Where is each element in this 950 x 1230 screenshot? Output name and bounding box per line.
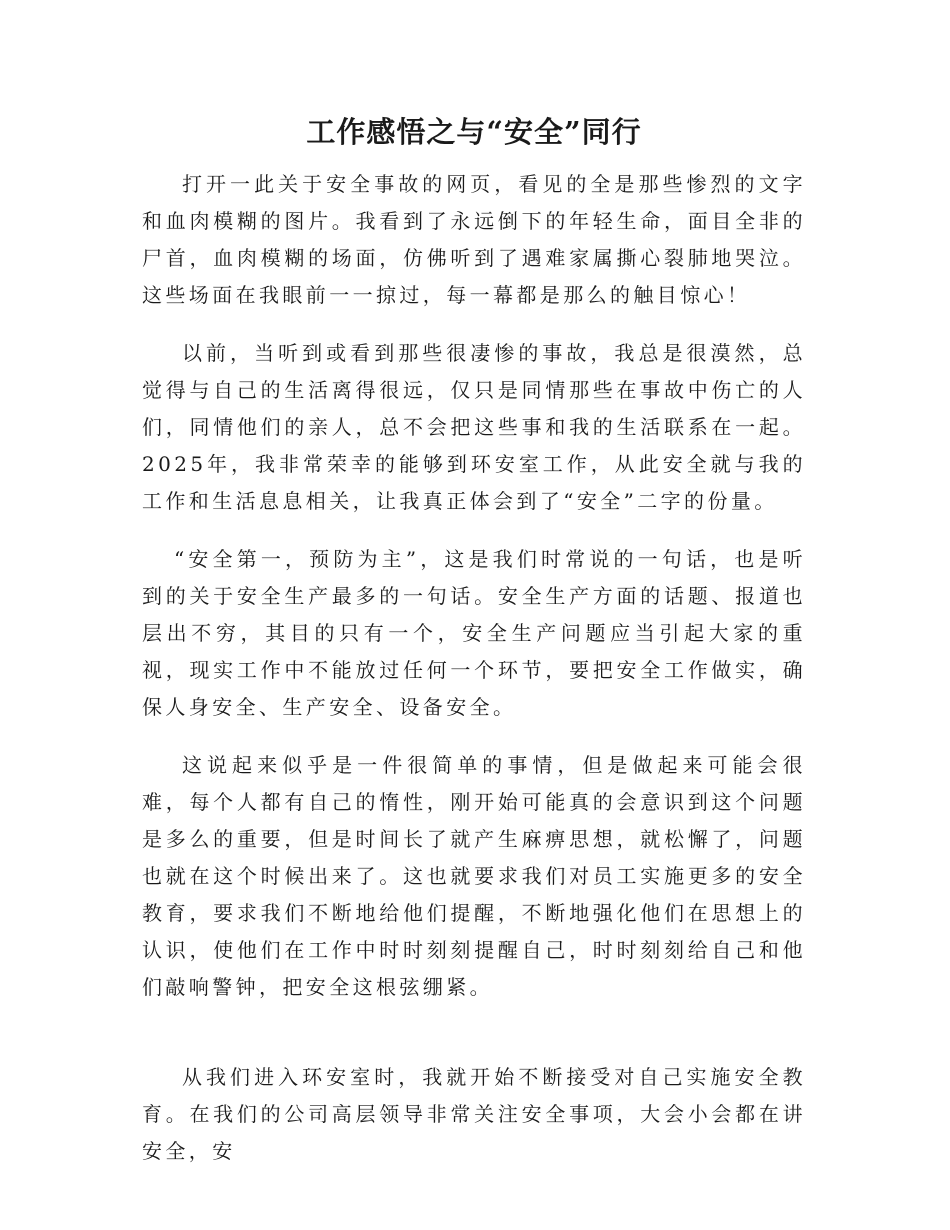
paragraph-4: 这说起来似乎是一件很简单的事情，但是做起来可能会很难，每个人都有自己的惰性，刚开始可能真的会意识到这个问题是多么的重要，但是时间长了就产生麻痹思想，就松懈了，问题也就在这个时候出来了。这也就要求我们对员工实施更多的安全教育，要求我们不断地给他们提醒，不断地强化他们在思想上的认识，使他们在工作中时时刻刻提醒自己，时时刻刻给自己和他们敲响警钟，把安全这根弦绷紧。 bbox=[142, 753, 806, 999]
paragraph-3: “安全第一，预防为主”，这是我们时常说的一句话，也是听到的关于安全生产最多的一句话。安全生产方面的话题、报道也层出不穷，其目的只有一个，安全生产问题应当引起大家的重视，现实工作中不能放过任何一个环节，要把安全工作做实，确保人身安全、生产安全、设备安全。 bbox=[142, 547, 806, 719]
document-title: 工作感悟之与“安全”同行 bbox=[306, 115, 642, 149]
document-body bbox=[142, 166, 806, 1191]
paragraph-2: 以前，当听到或看到那些很凄惨的事故，我总是很漠然，总觉得与自己的生活离得很远，仅只是同情那些在事故中伤亡的人们，同情他们的亲人，总不会把这些事和我的生活联系在一起。2025年，我非常荣幸的能够到环安室工作，从此安全就与我的工作和生活息息相关，让我真正体会到了“安全”二字的份量。 bbox=[142, 341, 806, 513]
paragraph-5: 从我们进入环安室时，我就开始不断接受对自己实施安全教育。在我们的公司高层领导非常关注安全事项，大会小会都在讲安全，安 bbox=[142, 1065, 806, 1163]
paragraph-1: 打开一此关于安全事故的网页，看见的全是那些惨烈的文字和血肉模糊的图片。我看到了永远倒下的年轻生命，面目全非的尸首，血肉模糊的场面，仿佛听到了遇难家属撕心裂肺地哭泣。这些场面在我眼前一一掠过，每一幕都是那么的触目惊心！ bbox=[142, 172, 806, 307]
